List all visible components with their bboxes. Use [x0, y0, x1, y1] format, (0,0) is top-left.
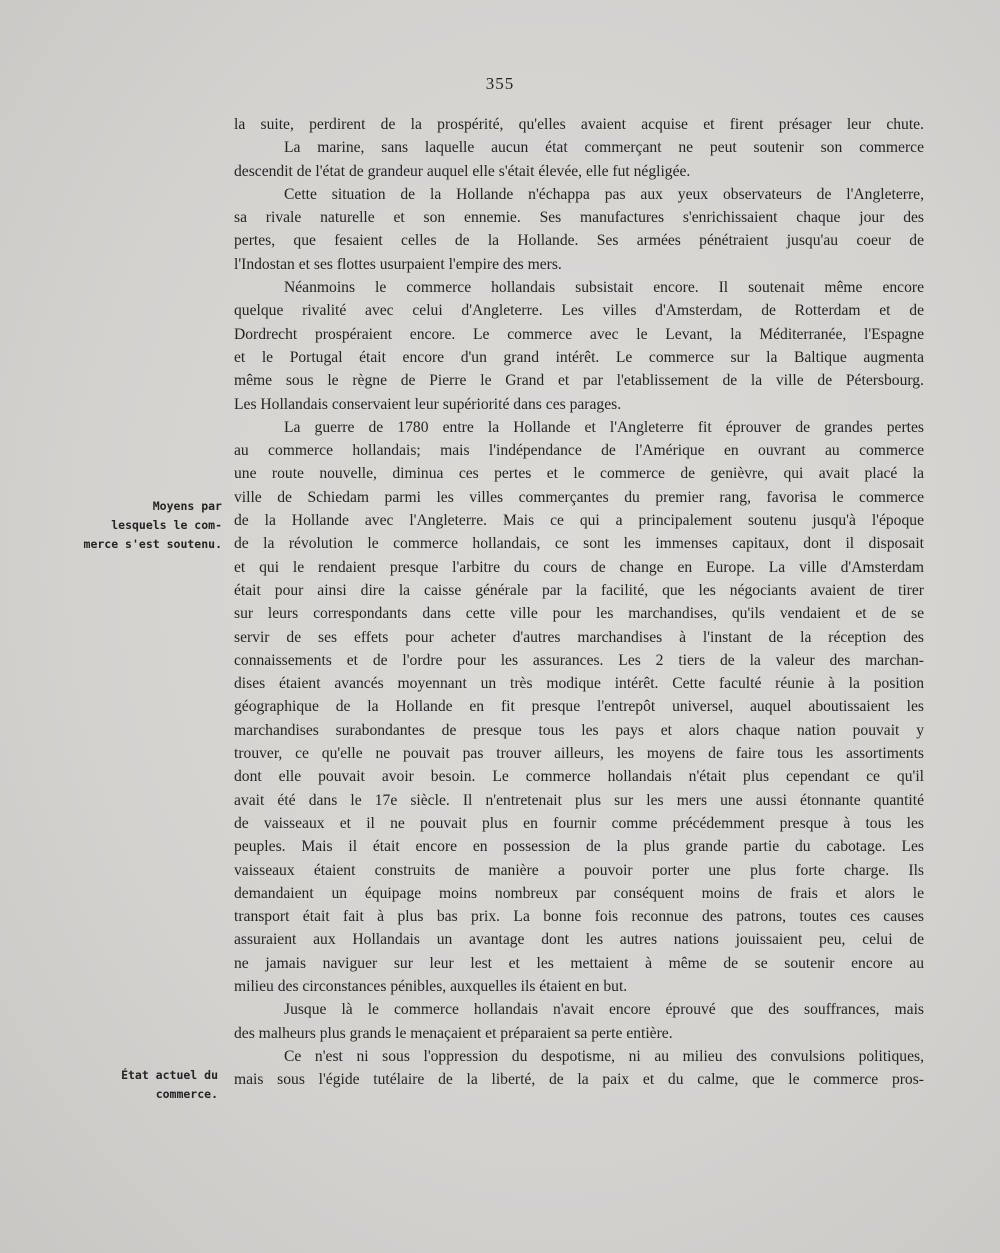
text-line: mais sous l'égide tutélaire de la liberté, de la paix et du calme, que le commerce pros-	[234, 1071, 924, 1089]
text-line: dont elle pouvait avoir besoin. Le commerce hollandais n'était plus cependant ce qu'il	[234, 768, 924, 786]
text-line: La guerre de 1780 entre la Hollande et l'Angleterre fit éprouver de grandes pertes	[284, 418, 924, 436]
text-line: au commerce hollandais; mais l'indépendance de l'Amérique en ouvrant au commerce	[234, 442, 924, 460]
margin-note-line: Moyens par	[152, 499, 222, 513]
text-line: l'Indostan et ses flottes usurpaient l'empire des mers.	[234, 255, 562, 273]
text-line: sa rivale naturelle et son ennemie. Ses manufactures s'enrichissaient chaque jour des	[234, 209, 924, 227]
text-line: vaisseaux étaient construits de manière a pouvoir porter une plus forte charge. Ils	[234, 861, 924, 879]
text-line: peuples. Mais il était encore en possession de la plus grande partie du cabotage. Les	[234, 838, 924, 856]
page-number: 355	[485, 74, 515, 93]
text-line: de la révolution le commerce hollandais, ce sont les immenses capitaux, dont il disposait	[234, 535, 924, 553]
text-line: des malheurs plus grands le menaçaient et préparaient sa perte entière.	[234, 1024, 673, 1042]
text-line: et le Portugal était encore d'un grand intérêt. Le commerce sur la Baltique augmenta	[234, 348, 924, 366]
text-line: de la Hollande avec l'Angleterre. Mais ce qui a principalement soutenu jusqu'à l'époque	[234, 512, 924, 530]
body-text	[234, 113, 924, 1091]
text-line: pertes, que fesaient celles de la Hollande. Ses armées pénétraient jusqu'au coeur de	[234, 232, 924, 250]
text-line: Dordrecht prospéraient encore. Le commerce avec le Levant, la Méditerranée, l'Espagne	[234, 325, 924, 343]
text-line: sur leurs correspondants dans cette ville pour les marchandises, qu'ils vendaient et de se	[234, 605, 924, 623]
text-line: ville de Schiedam parmi les villes commerçantes du premier rang, favorisa le commerce	[234, 488, 924, 506]
text-line: dises étaient avancés moyennant un très modique intérêt. Cette faculté réunie à la position	[234, 675, 924, 693]
text-line: Néanmoins le commerce hollandais subsistait encore. Il soutenait même encore	[284, 279, 924, 297]
text-line: La marine, sans laquelle aucun état commerçant ne peut soutenir son commerce	[284, 139, 924, 157]
margin-note-moyens	[62, 497, 222, 554]
text-line: servir de ses effets pour acheter d'autres marchandises à l'instant de la réception des	[234, 628, 924, 646]
text-line: descendit de l'état de grandeur auquel elle s'était élevée, elle fut négligée.	[234, 162, 691, 180]
text-line: géographique de la Hollande en fit presque l'entrepôt universel, auquel aboutissaient les	[234, 698, 924, 716]
text-line: ne jamais naviguer sur leur lest et les mettaient à même de se soutenir encore au	[234, 954, 924, 972]
text-line: transport était fait à plus bas prix. La bonne fois reconnue des patrons, toutes ces causes	[234, 908, 924, 926]
text-line: Les Hollandais conservaient leur supériorité dans ces parages.	[234, 395, 622, 413]
text-line: demandaient un équipage moins nombreux par conséquent moins de frais et alors le	[234, 884, 924, 902]
text-line: connaissements et de l'ordre pour les assurances. Les 2 tiers de la valeur des marchan-	[234, 651, 924, 669]
text-line: une route nouvelle, diminua ces pertes et le commerce de genièvre, qui avait placé la	[234, 465, 924, 483]
text-line: avait été dans le 17e siècle. Il n'entretenait plus sur les mers une aussi étonnante quantité	[234, 791, 924, 809]
text-line: de vaisseaux et il ne pouvait plus en fournir comme précédemment presque à tous les	[234, 814, 924, 832]
margin-note-line: merce s'est soutenu.	[83, 537, 222, 551]
text-line: assuraient aux Hollandais un avantage dont les autres nations jouissaient peu, celui de	[234, 931, 924, 949]
text-line: milieu des circonstances pénibles, auxquelles ils étaient en but.	[234, 977, 628, 995]
text-line: Ce n'est ni sous l'oppression du despotisme, ni au milieu des convulsions politiques,	[284, 1047, 924, 1065]
text-line: Cette situation de la Hollande n'échappa pas aux yeux observateurs de l'Angleterre,	[284, 185, 924, 203]
text-line: quelque rivalité avec celui d'Angleterre. Les villes d'Amsterdam, de Rotterdam et de	[234, 302, 924, 320]
text-line: la suite, perdirent de la prospérité, qu'elles avaient acquise et firent présager leur chute.	[234, 116, 924, 133]
margin-note-line: État actuel du	[121, 1068, 218, 1082]
text-line: marchandises surabondantes de presque tous les pays et alors chaque nation pouvait y	[234, 721, 924, 739]
text-line: Jusque là le commerce hollandais n'avait encore éprouvé que des souffrances, mais	[284, 1001, 924, 1019]
margin-note-etat	[58, 1066, 218, 1104]
text-line: et qui le rendaient presque l'arbitre du cours de change en Europe. La ville d'Amsterdam	[234, 558, 924, 576]
text-line: trouver, ce qu'elle ne pouvait pas trouver ailleurs, les moyens de faire tous les assortiments	[234, 745, 924, 763]
margin-note-line: lesquels le com-	[111, 518, 222, 532]
margin-note-line: commerce.	[155, 1087, 218, 1101]
text-line: même sous le règne de Pierre le Grand et par l'etablissement de la ville de Pétersbourg.	[234, 372, 924, 390]
text-line: était pour ainsi dire la caisse générale par la facilité, que les négociants avaient de tirer	[234, 581, 924, 599]
